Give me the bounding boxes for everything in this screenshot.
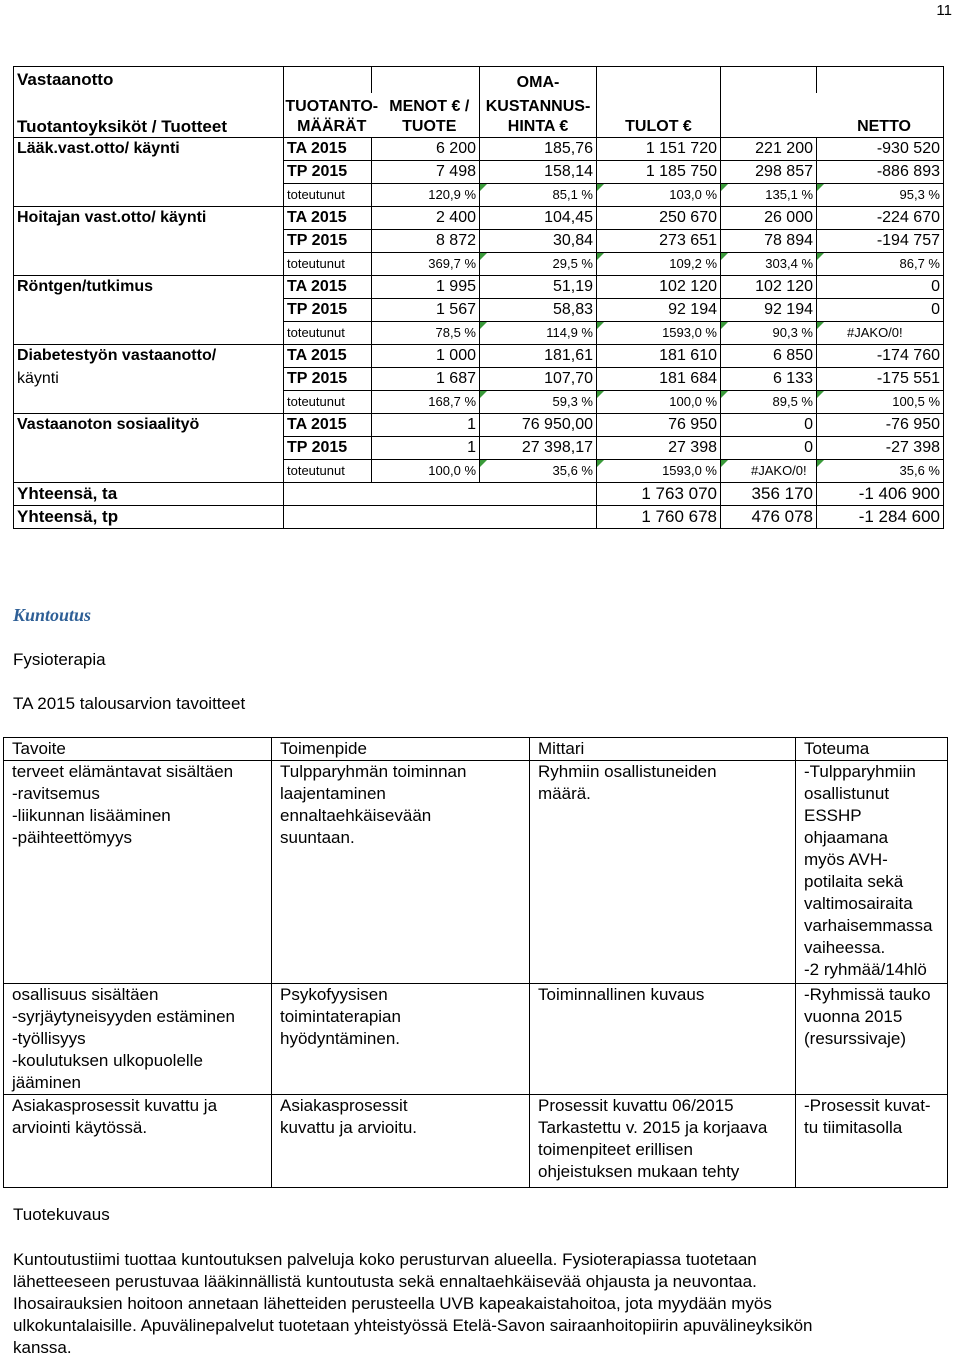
header-tulot: TULOT €	[597, 93, 721, 138]
cell-tulot: 298 857	[721, 161, 817, 184]
group-name-empty	[14, 299, 284, 322]
goal-cell-tavoite	[4, 761, 272, 984]
total-row	[14, 506, 944, 529]
goal-cell-mittari	[530, 984, 796, 1095]
total-tulot: 476 078	[721, 506, 817, 529]
cell-maara: 100,0 %	[372, 460, 480, 483]
cell-menot: 185,76	[480, 138, 597, 161]
goal-line: ohjaamana	[804, 828, 889, 847]
cell-oma: 250 670	[597, 207, 721, 230]
cell-value: 303,4 %	[765, 256, 813, 271]
cell-maara: 1 567	[372, 299, 480, 322]
cell-value: #JAKO/0!	[751, 463, 807, 478]
row-label: TP 2015	[284, 368, 372, 391]
header-oma-3: HINTA €	[507, 118, 569, 135]
row-label: TA 2015	[284, 345, 372, 368]
total-oma: 1 763 070	[597, 483, 721, 506]
header-menot-2: TUOTE	[402, 118, 457, 135]
goal-line: arviointi käytössä.	[12, 1118, 148, 1137]
cell-maara: 1 995	[372, 276, 480, 299]
group-name-empty	[14, 184, 284, 207]
header-menot-1: MENOT € /	[389, 98, 470, 115]
fin-row	[14, 253, 944, 276]
goal-line: Tarkastettu v. 2015 ja korjaava	[538, 1118, 768, 1137]
goal-row	[4, 984, 948, 1095]
financial-table	[13, 66, 944, 529]
cell-maara: 2 400	[372, 207, 480, 230]
group-name: Lääk.vast.otto/ käynti	[14, 138, 284, 161]
cell-value: 89,5 %	[772, 394, 813, 409]
section-title: Vastaanotto	[14, 67, 284, 94]
cell-value: 103,0 %	[669, 187, 717, 202]
cell-oma	[597, 253, 721, 276]
goal-line: -syrjäytyneisyyden estäminen	[12, 1007, 235, 1026]
fin-row	[14, 391, 944, 414]
cell-value: 85,1 %	[552, 187, 593, 202]
cell-value: 59,3 %	[552, 394, 593, 409]
cell-tulot: 221 200	[721, 138, 817, 161]
row-label: TP 2015	[284, 230, 372, 253]
cell-netto: -886 893	[817, 161, 944, 184]
tuotekuvaus-heading: Tuotekuvaus	[13, 1205, 110, 1224]
fysioterapia-heading: Fysioterapia	[13, 650, 106, 669]
row-label: toteutunut	[284, 460, 372, 483]
total-tulot: 356 170	[721, 483, 817, 506]
goal-cell-tavoite	[4, 984, 272, 1095]
total-empty	[284, 483, 597, 506]
comment-marker-icon	[721, 253, 728, 260]
goal-cell-toimenpide	[272, 984, 530, 1095]
fin-row	[14, 414, 944, 437]
goal-line: -Ryhmissä tauko	[804, 985, 931, 1004]
cell-maara: 120,9 %	[372, 184, 480, 207]
cell-oma	[597, 391, 721, 414]
cell-oma	[597, 322, 721, 345]
group-name-empty	[14, 253, 284, 276]
paragraph-line: ulkokuntalaisille. Apuvälinepalvelut tuotetaan yhteistyössä Etelä-Savon sairaanhoitopiirin apuvälineyksikön	[13, 1316, 813, 1335]
cell-menot	[480, 253, 597, 276]
fin-row	[14, 368, 944, 391]
group-name: Hoitajan vast.otto/ käynti	[14, 207, 284, 230]
cell-tulot	[721, 322, 817, 345]
comment-marker-icon	[721, 391, 728, 398]
goal-line: -2 ryhmää/14hlö	[804, 960, 927, 979]
cell-menot	[480, 322, 597, 345]
group-name-empty	[14, 437, 284, 460]
cell-netto: 0	[817, 299, 944, 322]
cell-tulot	[721, 253, 817, 276]
cell-value: 135,1 %	[765, 187, 813, 202]
goal-line: Asiakasprosessit kuvattu ja	[12, 1096, 218, 1115]
cell-menot: 158,14	[480, 161, 597, 184]
comment-marker-icon	[597, 184, 604, 191]
cell-oma: 1 185 750	[597, 161, 721, 184]
cell-tulot: 26 000	[721, 207, 817, 230]
fin-row	[14, 276, 944, 299]
comment-marker-icon	[817, 391, 824, 398]
cell-maara: 7 498	[372, 161, 480, 184]
goal-line: laajentaminen	[280, 784, 386, 803]
fin-row	[14, 299, 944, 322]
goal-line: potilaita sekä	[804, 872, 904, 891]
row-label: TA 2015	[284, 138, 372, 161]
cell-oma	[597, 460, 721, 483]
goal-cell-toteuma	[796, 761, 948, 984]
comment-marker-icon	[480, 460, 487, 467]
comment-marker-icon	[817, 322, 824, 329]
goal-line: valtimosairaita	[804, 894, 913, 913]
goal-line: ennaltaehkäisevään	[280, 806, 432, 825]
goal-cell-tavoite	[4, 1095, 272, 1188]
goal-header-toimenpide: Toimenpide	[272, 738, 530, 761]
goal-cell-toimenpide	[272, 761, 530, 984]
goal-cell-toteuma	[796, 984, 948, 1095]
cell-maara: 1 000	[372, 345, 480, 368]
cell-value: 35,6 %	[552, 463, 593, 478]
fin-row	[14, 138, 944, 161]
tavoitteet-title: TA 2015 talousarvion tavoitteet	[13, 694, 246, 713]
row-label: TP 2015	[284, 161, 372, 184]
cell-tulot	[721, 184, 817, 207]
comment-marker-icon	[480, 253, 487, 260]
cell-tulot: 0	[721, 437, 817, 460]
cell-value: 1593,0 %	[662, 463, 717, 478]
goal-line: Asiakasprosessit	[280, 1096, 408, 1115]
cell-menot: 30,84	[480, 230, 597, 253]
cell-netto: -194 757	[817, 230, 944, 253]
row-label: TP 2015	[284, 437, 372, 460]
goal-cell-toimenpide	[272, 1095, 530, 1188]
comment-marker-icon	[597, 253, 604, 260]
comment-marker-icon	[817, 253, 824, 260]
cell-tulot: 6 133	[721, 368, 817, 391]
goal-cell-mittari	[530, 761, 796, 984]
row-label: toteutunut	[284, 253, 372, 276]
goal-row	[4, 761, 948, 984]
goal-line: -liikunnan lisääminen	[12, 806, 171, 825]
cell-maara: 6 200	[372, 138, 480, 161]
cell-menot	[480, 391, 597, 414]
goal-line: hyödyntäminen.	[280, 1029, 401, 1048]
cell-value: 90,3 %	[772, 325, 813, 340]
paragraph-line: Kuntoutustiimi tuottaa kuntoutuksen palveluja koko perusturvan alueella. Fysioterapiassa tuotetaan	[13, 1250, 757, 1269]
header-netto: NETTO	[721, 93, 944, 138]
cell-maara: 78,5 %	[372, 322, 480, 345]
total-row	[14, 483, 944, 506]
goal-line: (resurssivaje)	[804, 1029, 907, 1048]
goal-line: Prosessit kuvattu 06/2015	[538, 1096, 734, 1115]
goal-line: -Prosessit kuvat-	[804, 1096, 931, 1115]
cell-oma: 102 120	[597, 276, 721, 299]
goal-header-toteuma: Toteuma	[796, 738, 948, 761]
cell-netto: -930 520	[817, 138, 944, 161]
goal-line: Tulpparyhmän toiminnan	[280, 762, 467, 781]
cell-tulot: 0	[721, 414, 817, 437]
cell-value: 109,2 %	[669, 256, 717, 271]
cell-netto	[817, 184, 944, 207]
cell-menot	[480, 184, 597, 207]
group-name: Vastaanoton sosiaalityö	[14, 414, 284, 437]
group-name-2: käynti	[14, 368, 284, 391]
goal-line: vuonna 2015	[804, 1007, 903, 1026]
cell-netto: -175 551	[817, 368, 944, 391]
fin-row	[14, 460, 944, 483]
goal-line: varhaisemmassa	[804, 916, 933, 935]
cell-value: 35,6 %	[899, 463, 940, 478]
cell-tulot: 102 120	[721, 276, 817, 299]
cell-value: 1593,0 %	[662, 325, 717, 340]
goal-line: osallistunut	[804, 784, 890, 803]
group-name-empty	[14, 161, 284, 184]
header-group: Tuotantoyksiköt / Tuotteet	[14, 93, 284, 138]
cell-maara: 1	[372, 437, 480, 460]
row-label: toteutunut	[284, 322, 372, 345]
cell-value: 86,7 %	[899, 256, 940, 271]
cell-tulot: 92 194	[721, 299, 817, 322]
cell-oma: 92 194	[597, 299, 721, 322]
goal-cell-mittari	[530, 1095, 796, 1188]
fin-row	[14, 184, 944, 207]
total-label: Yhteensä, ta	[14, 483, 284, 506]
fin-row	[14, 345, 944, 368]
fin-row	[14, 230, 944, 253]
cell-maara: 369,7 %	[372, 253, 480, 276]
goal-line: -Tulpparyhmiin	[804, 762, 916, 781]
goal-line: osallisuus sisältäen	[12, 985, 159, 1004]
cell-value: #JAKO/0!	[847, 325, 903, 340]
cell-value: 100,5 %	[892, 394, 940, 409]
row-label: toteutunut	[284, 184, 372, 207]
cell-menot: 107,70	[480, 368, 597, 391]
goal-header-tavoite: Tavoite	[4, 738, 272, 761]
total-netto: -1 284 600	[817, 506, 944, 529]
cell-tulot	[721, 460, 817, 483]
comment-marker-icon	[721, 460, 728, 467]
cell-maara: 8 872	[372, 230, 480, 253]
cell-menot: 181,61	[480, 345, 597, 368]
cell-netto: -76 950	[817, 414, 944, 437]
description-paragraph	[13, 1249, 948, 1359]
fin-row	[14, 207, 944, 230]
cell-oma: 1 151 720	[597, 138, 721, 161]
goal-line: -koulutuksen ulkopuolelle	[12, 1051, 203, 1070]
total-netto: -1 406 900	[817, 483, 944, 506]
cell-maara: 168,7 %	[372, 391, 480, 414]
cell-menot: 58,83	[480, 299, 597, 322]
comment-marker-icon	[721, 184, 728, 191]
fin-row	[14, 322, 944, 345]
page-number: 11	[936, 2, 952, 19]
fin-row	[14, 161, 944, 184]
comment-marker-icon	[480, 184, 487, 191]
comment-marker-icon	[721, 322, 728, 329]
goal-line: -työllisyys	[12, 1029, 86, 1048]
comment-marker-icon	[817, 184, 824, 191]
cell-oma: 27 398	[597, 437, 721, 460]
goal-line: kuvattu ja arvioitu.	[280, 1118, 418, 1137]
goal-line: määrä.	[538, 784, 591, 803]
cell-netto: -224 670	[817, 207, 944, 230]
goal-table	[3, 737, 948, 1188]
cell-netto	[817, 460, 944, 483]
cell-oma: 181 684	[597, 368, 721, 391]
cell-menot: 76 950,00	[480, 414, 597, 437]
total-oma: 1 760 678	[597, 506, 721, 529]
cell-netto	[817, 391, 944, 414]
goal-line: toimenpiteet erillisen	[538, 1140, 693, 1159]
comment-marker-icon	[597, 391, 604, 398]
cell-menot: 51,19	[480, 276, 597, 299]
cell-netto	[817, 253, 944, 276]
comment-marker-icon	[817, 460, 824, 467]
goal-line: Ryhmiin osallistuneiden	[538, 762, 717, 781]
goal-line: terveet elämäntavat sisältäen	[12, 762, 234, 781]
goal-line: tu tiimitasolla	[804, 1118, 903, 1137]
header-maarat-1: TUOTANTO-	[285, 98, 379, 115]
group-name: Diabetestyön vastaanotto/	[14, 345, 284, 368]
cell-menot: 104,45	[480, 207, 597, 230]
row-label: TA 2015	[284, 414, 372, 437]
comment-marker-icon	[597, 460, 604, 467]
group-name-empty	[14, 230, 284, 253]
row-label: TA 2015	[284, 207, 372, 230]
kuntoutus-heading: Kuntoutus	[13, 605, 92, 625]
total-empty	[284, 506, 597, 529]
goal-cell-toteuma	[796, 1095, 948, 1188]
header-maarat-2: MÄÄRÄT	[297, 118, 367, 135]
goal-line: -päihteettömyys	[12, 828, 132, 847]
goal-header-mittari: Mittari	[530, 738, 796, 761]
cell-oma: 273 651	[597, 230, 721, 253]
cell-netto: -174 760	[817, 345, 944, 368]
cell-oma: 181 610	[597, 345, 721, 368]
cell-menot	[480, 460, 597, 483]
group-name: Röntgen/tutkimus	[14, 276, 284, 299]
goal-line: suuntaan.	[280, 828, 355, 847]
goal-line: ESSHP	[804, 806, 862, 825]
goal-row	[4, 1095, 948, 1188]
cell-tulot: 6 850	[721, 345, 817, 368]
comment-marker-icon	[597, 322, 604, 329]
cell-value: 95,3 %	[899, 187, 940, 202]
goal-line: Psykofyysisen	[280, 985, 388, 1004]
goal-line: ohjeistuksen mukaan tehty	[538, 1162, 740, 1181]
row-label: TA 2015	[284, 276, 372, 299]
cell-netto: -27 398	[817, 437, 944, 460]
cell-menot: 27 398,17	[480, 437, 597, 460]
cell-maara: 1 687	[372, 368, 480, 391]
fin-row	[14, 437, 944, 460]
header-oma-2: KUSTANNUS-	[485, 98, 591, 115]
cell-oma: 76 950	[597, 414, 721, 437]
cell-oma	[597, 184, 721, 207]
goal-line: vaiheessa.	[804, 938, 886, 957]
comment-marker-icon	[480, 322, 487, 329]
paragraph-line: kanssa.	[13, 1338, 72, 1357]
header-oma-1: OMA-	[480, 67, 597, 94]
cell-value: 100,0 %	[669, 394, 717, 409]
cell-value: 29,5 %	[552, 256, 593, 271]
group-name-empty	[14, 322, 284, 345]
paragraph-line: lähetteeseen perustuvaa lääkinnällistä kuntoutusta sekä ennaltaehkäisevää ohjausta ja neuvontaa.	[13, 1272, 757, 1291]
comment-marker-icon	[480, 391, 487, 398]
cell-tulot	[721, 391, 817, 414]
paragraph-line: Ihosairauksien hoitoon annetaan lähetteiden perusteella UVB kapeakaistahoitoa, jota myydään myös	[13, 1294, 772, 1313]
group-name-empty	[14, 460, 284, 483]
row-label: toteutunut	[284, 391, 372, 414]
goal-line: toimintaterapian	[280, 1007, 401, 1026]
goal-line: Toiminnallinen kuvaus	[538, 985, 705, 1004]
cell-value: 114,9 %	[546, 325, 593, 340]
cell-netto: 0	[817, 276, 944, 299]
goal-line: myös AVH-	[804, 850, 888, 869]
group-name-empty	[14, 391, 284, 414]
row-label: TP 2015	[284, 299, 372, 322]
cell-tulot: 78 894	[721, 230, 817, 253]
cell-maara: 1	[372, 414, 480, 437]
goal-line: jääminen	[12, 1073, 81, 1092]
total-label: Yhteensä, tp	[14, 506, 284, 529]
goal-line: -ravitsemus	[12, 784, 100, 803]
cell-netto	[817, 322, 944, 345]
